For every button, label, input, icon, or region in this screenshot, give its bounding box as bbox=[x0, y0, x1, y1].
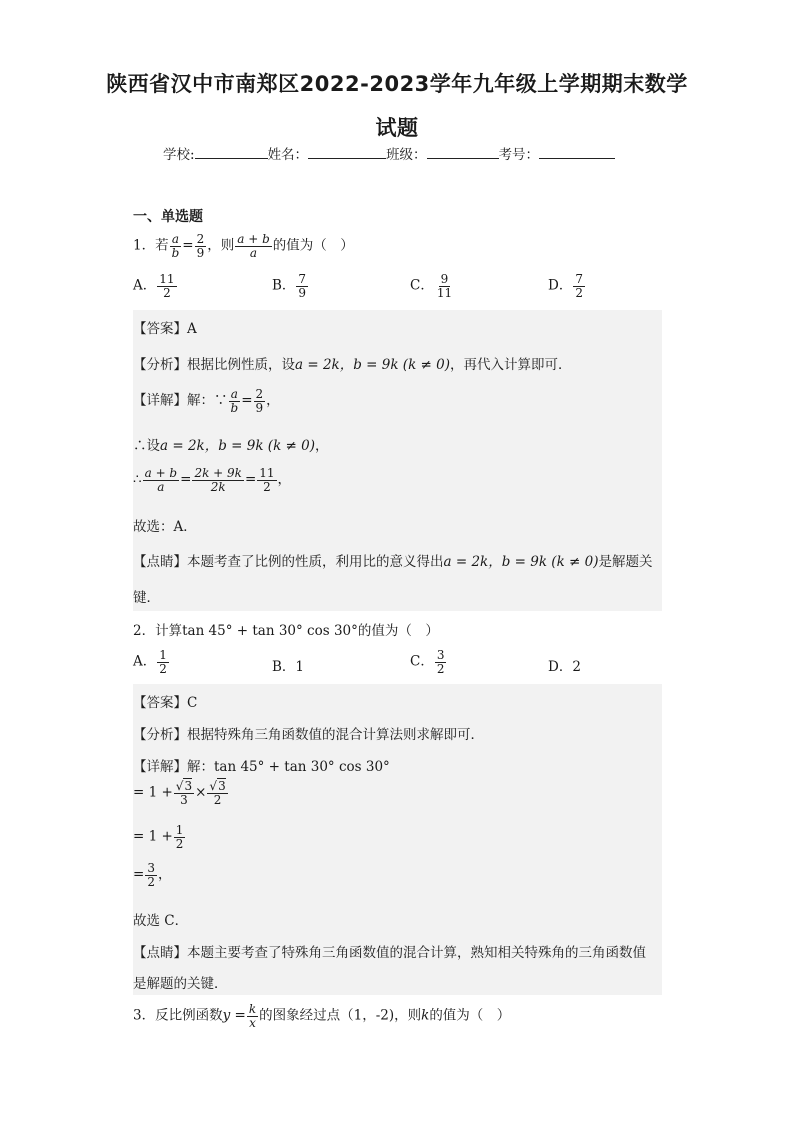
q1-answer: 【答案】A bbox=[133, 321, 197, 337]
q3-stem: 3．反比例函数y = $\frac{k}{x}$ 的图象经过点（1，-2)，则k的值为（ ） bbox=[133, 1002, 511, 1030]
q2-stem: 2．计算tan 45° + tan 30° cos 30°的值为（ ） bbox=[133, 623, 439, 639]
section-heading: 一、单选题 bbox=[133, 209, 203, 225]
q2-option-a: A． $\frac{1}{2}$ bbox=[133, 648, 167, 676]
q1-stem: 1．若 $\frac{a}{b}$ = $\frac{2}{9}$ ，则 $\frac{a + b}{a}$ 的值为（ ） bbox=[133, 232, 354, 260]
q2-comment: 【点睛】本题主要考查了特殊角三角函数值的混合计算，熟知相关特殊角的三角函数值 bbox=[133, 945, 646, 961]
q1-option-a: A． $\frac{11}{2}$ bbox=[133, 272, 175, 300]
q2-comment-cont: 是解题的关键． bbox=[133, 976, 228, 992]
q2-step-2: = 1 + $\frac{1}{2}$ bbox=[133, 823, 184, 851]
name-label: 姓名： bbox=[267, 147, 309, 163]
exam-title: 陕西省汉中市南郑区2022-2023学年九年级上学期期末数学 bbox=[106, 72, 688, 96]
class-label: 班级： bbox=[386, 147, 427, 163]
id-blank bbox=[539, 144, 615, 159]
exam-title-cont: 试题 bbox=[375, 116, 419, 140]
q2-option-c: C． $\frac{3}{2}$ bbox=[410, 648, 445, 676]
q1-step-1: ∴设a = 2k，b = 9k (k ≠ 0)， bbox=[133, 438, 329, 454]
q2-choice: 故选 C． bbox=[133, 913, 189, 929]
q1-option-c: C． $\frac{9}{11}$ bbox=[410, 272, 453, 300]
class-blank bbox=[427, 144, 499, 159]
q1-analysis: 【分析】根据比例性质，设a = 2k，b = 9k (k ≠ 0)，再代入计算即可． bbox=[133, 357, 572, 373]
school-label: 学校: bbox=[163, 147, 195, 163]
q1-option-b: B． $\frac{7}{9}$ bbox=[272, 272, 307, 300]
q1-choice: 故选：A． bbox=[133, 519, 197, 535]
q2-analysis: 【分析】根据特殊角三角函数值的混合计算法则求解即可． bbox=[133, 727, 484, 743]
q2-answer: 【答案】C bbox=[133, 695, 198, 711]
q1-step-2: ∴ $\frac{a + b}{a}$ = $\frac{2k + 9k}{2k}$ = $\frac{11}{2}$ ， bbox=[133, 466, 292, 494]
q2-option-d: D．2 bbox=[548, 659, 581, 675]
q1-detail: 【详解】解：∵ $\frac{a}{b}$ = $\frac{2}{9}$ ， bbox=[133, 387, 280, 415]
q1-comment-cont: 键． bbox=[133, 590, 160, 606]
id-label: 考号： bbox=[498, 147, 540, 163]
q2-step-3: = $\frac{3}{2}$ ， bbox=[133, 861, 172, 889]
student-info-fields bbox=[163, 143, 615, 163]
q2-detail: 【详解】解：tan 45° + tan 30° cos 30° bbox=[133, 759, 390, 775]
q2-option-b: B．1 bbox=[272, 659, 305, 675]
q2-step-1: = 1 + $\frac{√3}{3}$ × $\frac{√3}{2}$ bbox=[133, 779, 226, 807]
school-blank bbox=[195, 144, 268, 159]
q1-comment: 【点睛】本题考查了比例的性质，利用比的意义得出a = 2k，b = 9k (k ≠ 0)是解题关 bbox=[133, 554, 653, 570]
name-blank bbox=[308, 144, 386, 159]
q1-option-d: D． $\frac{7}{2}$ bbox=[548, 272, 583, 300]
